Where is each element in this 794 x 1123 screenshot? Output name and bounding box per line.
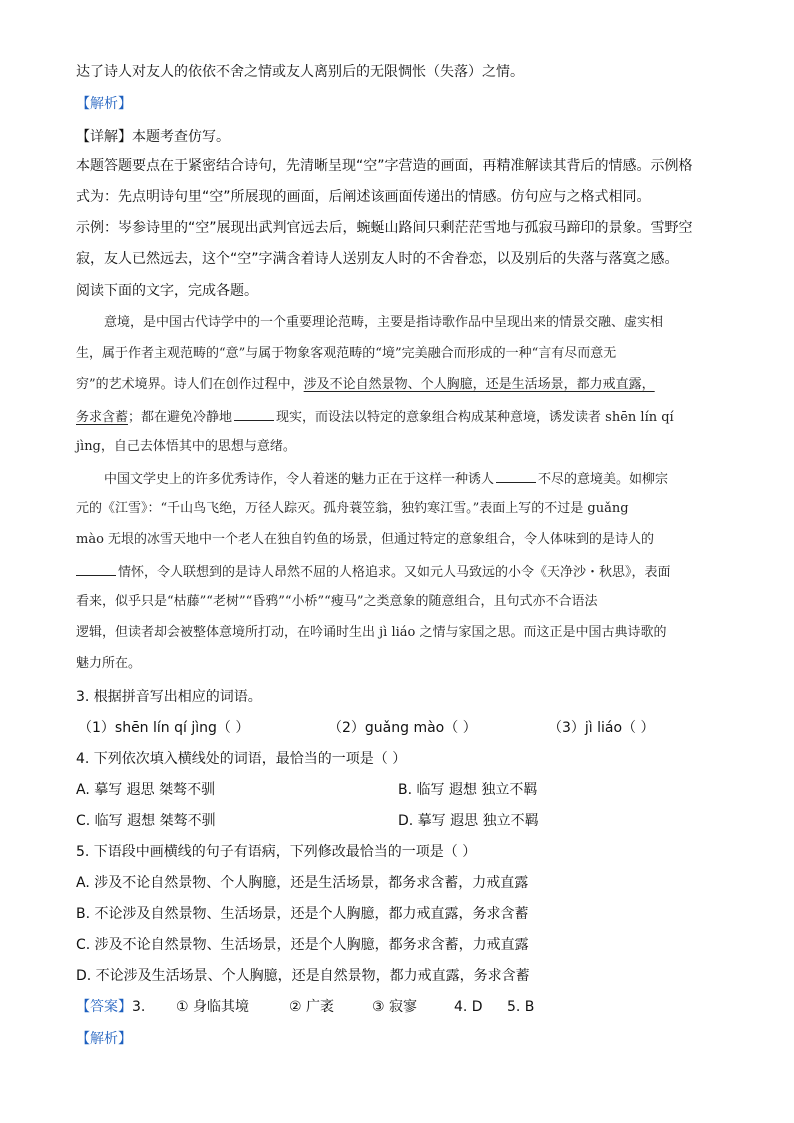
example-line-2: 寂，友人已然远去，这个“空”字满含着诗人送别友人时的不舍眷恋，以及别后的失落与落寞之感。 bbox=[76, 251, 679, 267]
q4-option-d: D. 摹写 遐思 独立不羁 bbox=[398, 813, 539, 829]
intro-line: 达了诗人对友人的依依不舍之情或友人离别后的无限惆怅（失落）之情。 bbox=[76, 64, 524, 80]
passage-text: ；都在避免冷静地 bbox=[128, 410, 233, 425]
explain-line-2: 式为：先点明诗句里“空”所展现的画面，后阐述该画面传递出的情感。仿句应与之格式相同。 bbox=[76, 189, 651, 205]
passage-p1-line4 bbox=[76, 406, 674, 428]
answer-q3-2: ② 广袤 bbox=[289, 999, 335, 1015]
passage-p1-line1: 意境，是中国古代诗学中的一个重要理论范畴，主要是指诗歌作品中呈现出来的情景交融、虚实相 bbox=[104, 315, 664, 330]
passage-text: 情怀，令人联想到的是诗人昂然不屈的人格追求。又如元人马致远的小令《天净沙・秋思》，表面 bbox=[118, 565, 671, 580]
explain-line-1: 本题答题要点在于紧密结合诗句，先清晰呈现“空”字营造的画面，再精准解读其背后的情感。示例格 bbox=[76, 158, 693, 174]
answer-q3-3: ③ 寂寥 bbox=[372, 999, 418, 1015]
passage-text: 中国文学史上的许多优秀诗作，令人着迷的魅力正在于这样一种诱人 bbox=[104, 472, 495, 487]
fill-blank-2 bbox=[496, 468, 536, 483]
passage-p2-line2: 元的《江雪》：“千山鸟飞绝，万径人踪灭。孤舟蓑笠翁，独钓寒江雪。”表面上写的不过是 guǎng bbox=[76, 501, 629, 516]
detail-text: 本题考查仿写。 bbox=[132, 129, 230, 145]
passage-p1-line5: jìng，自己去体悟其中的思想与意绪。 bbox=[76, 439, 296, 454]
q4-option-b: B. 临写 遐想 独立不羁 bbox=[398, 782, 538, 798]
detail-line bbox=[76, 127, 230, 147]
q5-option-a: A. 涉及不论自然景物、个人胸臆，还是生活场景，都务求含蓄，力戒直露 bbox=[76, 875, 529, 891]
passage-p1-line3 bbox=[76, 375, 655, 395]
fill-blank-3 bbox=[76, 561, 116, 576]
q4-option-c: C. 临写 遐想 桀骜不驯 bbox=[76, 813, 216, 829]
answer-q3-1: ① 身临其境 bbox=[176, 999, 250, 1015]
passage-p2-line3: mào 无垠的冰雪天地中一个老人在独自钓鱼的场景，但通过特定的意象组合，令人体味到的是诗人的 bbox=[76, 532, 655, 547]
detail-label: 【详解】 bbox=[76, 129, 132, 145]
passage-p2-line5: 看来，似乎只是“枯藤”“老树”“昏鸦”“小桥”“瘦马”之类意象的随意组合，且句式亦不合语法 bbox=[76, 594, 598, 609]
reading-instruction: 阅读下面的文字，完成各题。 bbox=[76, 283, 258, 299]
passage-p2-line4 bbox=[76, 561, 671, 583]
passage-p2-line1 bbox=[104, 468, 668, 490]
answer-label: 【答案】 bbox=[76, 999, 132, 1015]
answer-q3-number: 3. bbox=[132, 999, 146, 1015]
question-3-stem: 3. 根据拼音写出相应的词语。 bbox=[76, 689, 262, 705]
q3-item-3: （3）jì liáo（ ） bbox=[548, 720, 655, 736]
underlined-sentence-end: 务求含蓄 bbox=[76, 410, 129, 425]
q3-item-2: （2）guǎng mào（ ） bbox=[328, 720, 477, 736]
q5-option-c: C. 涉及不论自然景物、生活场景，还是个人胸臆，都务求含蓄，力戒直露 bbox=[76, 937, 529, 953]
q4-option-a: A. 摹写 遐思 桀骜不驯 bbox=[76, 782, 216, 798]
passage-text: 不尽的意境美。如柳宗 bbox=[538, 472, 669, 487]
passage-text: 穷”的艺术境界。诗人们在创作过程中， bbox=[76, 377, 304, 392]
fill-blank-1 bbox=[234, 406, 274, 421]
q5-option-b: B. 不论涉及自然景物、生活场景，还是个人胸臆，都力戒直露，务求含蓄 bbox=[76, 906, 529, 922]
passage-text: 现实，而设法以特定的意象组合构成某种意境，诱发读者 shēn lín qí bbox=[276, 410, 674, 425]
analysis-label: 【解析】 bbox=[76, 96, 132, 112]
passage-p1-line2: 生，属于作者主观范畴的“意”与属于物象客观范畴的“境”完美融合而形成的一种“言有尽而意无 bbox=[76, 346, 617, 361]
question-4-stem: 4. 下列依次填入横线处的词语，最恰当的一项是（ ） bbox=[76, 751, 407, 767]
passage-p2-line7: 魅力所在。 bbox=[76, 656, 142, 671]
question-5-stem: 5. 下语段中画横线的句子有语病，下列修改最恰当的一项是（ ） bbox=[76, 844, 477, 860]
answer-q5: 5. B bbox=[507, 999, 535, 1015]
underlined-sentence: 涉及不论自然景物、个人胸臆，还是生活场景，都力戒直露， bbox=[303, 377, 655, 392]
q3-item-1: （1）shēn lín qí jìng（ ） bbox=[78, 720, 250, 736]
q5-option-d: D. 不论涉及生活场景、个人胸臆，还是自然景物，都力戒直露，务求含蓄 bbox=[76, 968, 530, 984]
answer-q4: 4. D bbox=[454, 999, 483, 1015]
analysis-label-2: 【解析】 bbox=[76, 1031, 132, 1047]
passage-p2-line6: 逻辑，但读者却会被整体意境所打动，在吟诵时生出 jì liáo 之情与家国之思。而这正是中国古典诗歌的 bbox=[76, 625, 667, 640]
example-line-1: 示例：岑参诗里的“空”展现出武判官远去后，蜿蜒山路间只剩茫茫雪地与孤寂马蹄印的景象。雪野空 bbox=[76, 220, 693, 236]
